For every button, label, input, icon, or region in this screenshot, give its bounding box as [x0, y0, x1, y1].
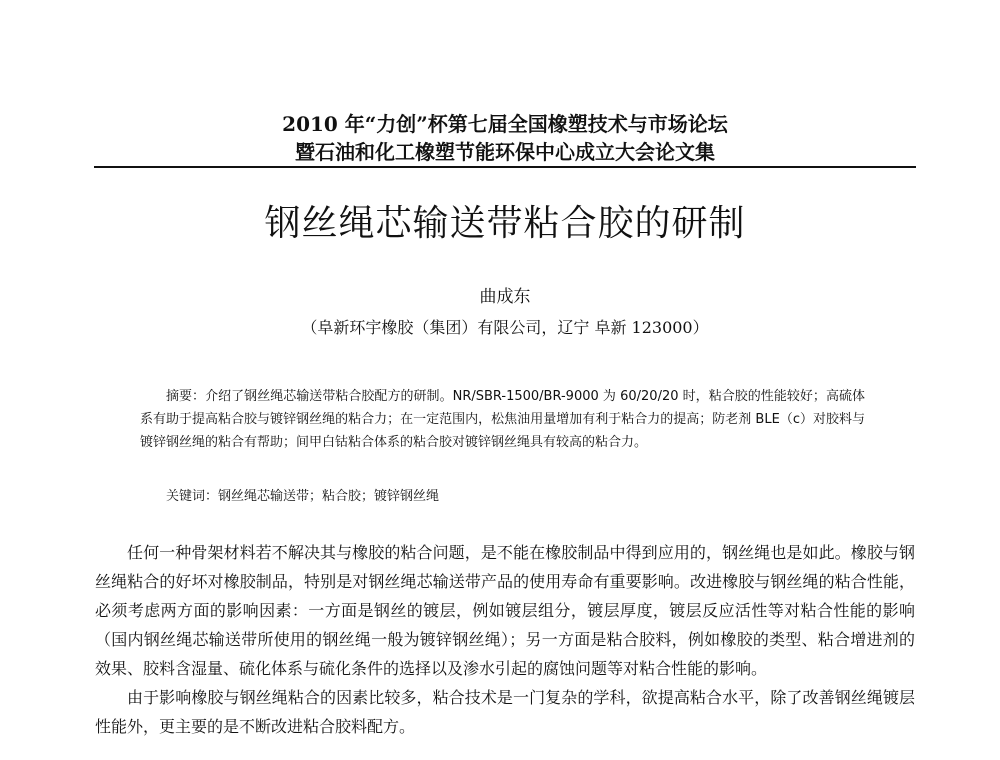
body-text	[95, 538, 915, 741]
abstract: 摘要：介绍了钢丝绳芯输送带粘合胶配方的研制。NR/SBR-1500/BR-9000 为 60/20/20 时，粘合胶的性能较好；高硫体系有助于提高粘合胶与镀锌钢丝绳的粘合力；在一定范围内，松焦油用量增加有利于粘合力的提高；防老剂 BLE（c）对胶料与镀锌钢丝绳的粘合有帮助；间甲白钴粘合体系的粘合胶对镀锌钢丝绳具有较高的粘合力。	[140, 389, 865, 450]
header-line-2: 暨石油和化工橡塑节能环保中心成立大会论文集	[295, 140, 715, 164]
body-paragraph-2: 由于影响橡胶与钢丝绳粘合的因素比较多，粘合技术是一门复杂的学科，欲提高粘合水平，除了改善钢丝绳镀层性能外，更主要的是不断改进粘合胶料配方。	[95, 688, 915, 736]
proceedings-header	[95, 110, 915, 166]
header-divider	[94, 166, 916, 168]
author-affiliation: （阜新环宇橡胶（集团）有限公司，辽宁 阜新 123000）	[301, 318, 709, 337]
paper-title: 钢丝绳芯输送带粘合胶的研制	[264, 203, 746, 244]
keywords: 关键词：钢丝绳芯输送带；粘合胶；镀锌钢丝绳	[166, 489, 440, 504]
header-line-1: 2010 年“力创”杯第七届全国橡塑技术与市场论坛	[282, 112, 728, 136]
author-name: 曲成东	[479, 287, 531, 307]
body-paragraph-1: 任何一种骨架材料若不解决其与橡胶的粘合问题，是不能在橡胶制品中得到应用的，钢丝绳也是如此。橡胶与钢丝绳粘合的好坏对橡胶制品，特别是对钢丝绳芯输送带产品的使用寿命有重要影响。改进橡胶与钢丝绳的粘合性能，必须考虑两方面的影响因素：一方面是钢丝的镀层，例如镀层组分，镀层厚度，镀层反应活性等对粘合性能的影响（国内钢丝绳芯输送带所使用的钢丝绳一般为镀锌钢丝绳）；另一方面是粘合胶料，例如橡胶的类型、粘合增进剂的效果、胶料含湿量、硫化体系与硫化条件的选择以及渗水引起的腐蚀问题等对粘合性能的影响。	[95, 543, 915, 678]
